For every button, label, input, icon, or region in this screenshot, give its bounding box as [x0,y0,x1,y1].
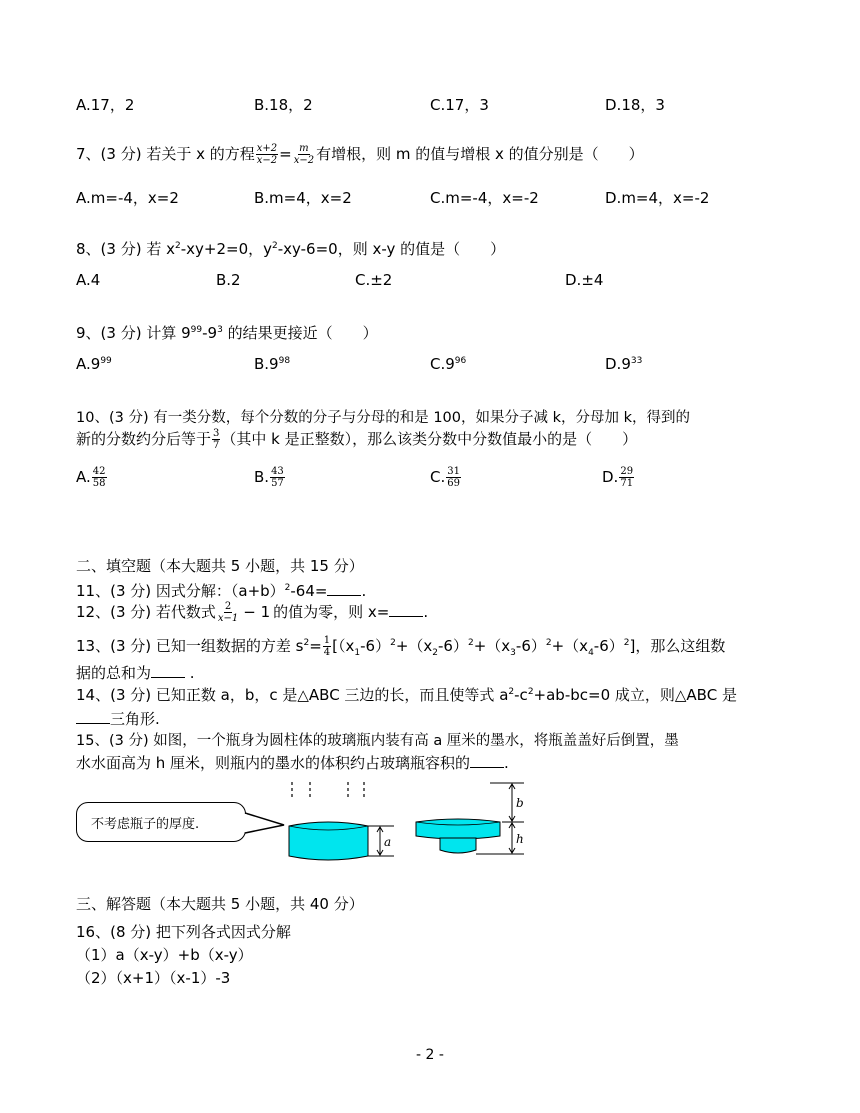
q9-text-b: -9 [202,324,218,342]
q14-line2-text: 三角形. [110,710,160,728]
q10-option-d-num: 29 [620,466,634,477]
q13-exponent: 2 [303,638,310,648]
q11-exponent: 2 [284,583,291,593]
q12-stem [76,601,428,624]
q12-text-b: 的值为零，则 x= [273,603,390,621]
q12-answer-blank[interactable] [389,604,423,617]
q15-answer-blank[interactable] [470,755,504,768]
q11-text-b: -64= [290,582,328,600]
q12-fraction [217,601,239,624]
q13-pow-1: 2 [390,638,396,648]
q13-text-b: [（x [332,637,355,655]
q10-option-d-fraction [619,466,634,489]
q10-option-b-den: 57 [271,478,284,489]
q13-sub-4: 4 [588,648,594,658]
inverted-bottle-water [416,819,500,839]
q9-option-d [605,355,642,373]
q13-frac-num: 1 [323,635,331,646]
q13-sub-3: 3 [510,648,516,658]
q15-callout-text: 不考虑瓶子的厚度. [91,816,200,832]
q10-option-c-den: 69 [447,478,460,489]
q9-option-b-base: B.9 [254,355,279,373]
q7-fraction-1 [256,143,278,166]
q10-option-b-fraction [270,466,285,489]
q9-option-a-exp: 99 [100,356,112,366]
q13-pow-2: 2 [467,638,474,648]
q13-frac-den: 4 [323,647,331,658]
q13-equals: = [309,637,322,655]
q16-part-1: （1）a（x-y）+b（x-y） [76,946,253,964]
q9-option-c-base: C.9 [430,355,455,373]
page-number: - 2 - [416,1047,444,1063]
q15-line-2 [76,752,509,773]
q8-stem [76,238,505,259]
q10-option-a-fraction [92,466,107,489]
q9-option-a [76,355,112,373]
q13-line2-text: 据的总和为 [76,664,152,682]
q8-exponent-2: 2 [272,241,278,251]
q8-option-b: B.2 [216,271,241,289]
q16-title: 16、(8 分) 把下列各式因式分解 [76,923,291,941]
a-label: a [384,835,392,849]
q12-minus-one: − 1 [243,603,271,621]
q13-t8: ]，那么这组数 [629,637,726,655]
q7-frac1-den: x−2 [256,155,278,166]
q9-exponent-2: 3 [217,325,223,335]
q10-option-c-label: C. [430,468,446,486]
q13-t6: +（x [551,637,589,655]
section-3-title: 三、解答题（本大题共 5 小题，共 40 分） [76,895,364,913]
q11-text-a: 11、(3 分) 因式分解：（a+b） [76,582,285,600]
q10-line-1: 10、(3 分) 有一类分数，每个分数的分子与分母的和是 100，如果分子减 k，分母加 k，得到的 [76,410,691,426]
q8-option-c: C.±2 [355,271,393,289]
q9-option-a-base: A.9 [76,355,101,373]
q6-option-d: D.18，3 [605,96,665,114]
q15-line-1: 15、(3 分) 如图，一个瓶身为圆柱体的玻璃瓶内装有高 a 厘米的墨水，将瓶盖盖好后倒置，墨 [76,733,679,749]
q14-exponent-2: 2 [527,687,534,697]
q15-callout-bubble [76,802,246,842]
q6-option-b: B.18，2 [254,96,313,114]
q13-t4: +（x [473,637,511,655]
section-2-title: 二、填空题（本大题共 5 小题，共 15 分） [76,557,364,575]
q7-equals: = [279,145,292,163]
q7-option-c: C.m=-4，x=-2 [430,189,539,207]
q10-line2-a: 新的分数约分后等于 [76,430,212,448]
q7-option-d: D.m=4，x=-2 [605,189,710,207]
q12-frac-den: x−1 [217,613,239,624]
q13-line2-end: . [185,664,195,682]
q16-part-2: （2）（x+1）（x-1）-3 [76,969,231,987]
q14-text-c: +ab-bc=0 成立，则△ABC 是 [533,686,737,704]
q13-stem [76,635,725,658]
q15-line2-end: . [504,754,509,772]
q13-text-a: 13、(3 分) 已知一组数据的方差 s [76,637,304,655]
q10-option-c-num: 31 [447,466,460,477]
q9-option-d-exp: 33 [630,356,643,366]
q10-option-c-fraction [446,466,461,489]
q14-stem [76,684,737,705]
q8-text-a: 8、(3 分) 若 x [76,240,175,258]
q11-answer-blank[interactable] [327,583,361,596]
upright-bottle-outline [292,782,364,800]
q11-text-c: . [361,582,367,600]
q9-option-d-base: D.9 [605,355,631,373]
q14-exponent-1: 2 [508,687,515,697]
h-label: h [516,832,524,846]
q10-frac-den: 7 [213,440,220,451]
q12-text-c: . [423,603,429,621]
q7-suffix: 有增根，则 m 的值与增根 x 的值分别是（ ） [316,145,644,163]
q10-fraction [212,428,220,451]
q13-t7: -6） [593,637,624,655]
q8-text-c: -xy-6=0，则 x-y 的值是（ ） [277,240,506,258]
q7-fraction-2 [293,143,315,166]
q7-option-a: A.m=-4，x=2 [76,189,179,207]
q7-stem [76,143,644,166]
q13-t1: -6） [360,637,391,655]
q7-frac2-den: x−2 [293,155,315,166]
q9-option-c [430,355,466,373]
q13-t5: -6） [515,637,546,655]
q9-option-b [254,355,290,373]
q10-option-d [602,466,635,489]
q9-stem [76,322,378,343]
q13-t3: -6） [438,637,468,655]
q12-text-a: 12、(3 分) 若代数式 [76,603,216,621]
q10-option-d-label: D. [602,468,619,486]
q8-option-d: D.±4 [565,271,604,289]
q13-pow-4: 2 [623,638,630,648]
q6-option-a: A.17，2 [76,96,135,114]
q8-text-b: -xy+2=0，y [180,240,272,258]
q15-line2-text: 水水面高为 h 厘米，则瓶内的墨水的体积约占玻璃瓶容积的 [76,754,471,772]
q7-option-b: B.m=4，x=2 [254,189,352,207]
q10-frac-num: 3 [213,428,220,439]
q13-fraction [323,635,331,658]
q7-frac2-num: m [299,143,309,154]
q11-stem [76,580,366,601]
q13-t2: +（x [395,637,433,655]
q9-text-c: 的结果更接近（ ） [222,324,378,342]
q9-text-a: 9、(3 分) 计算 9 [76,324,191,342]
q14-answer-blank[interactable] [76,711,110,724]
q13-line-2 [76,662,195,683]
q13-sub-2: 2 [432,648,439,658]
q10-line2-b: （其中 k 是正整数），那么该类分数中分数值最小的是（ ） [221,430,638,448]
q9-option-b-exp: 98 [278,356,291,366]
q10-option-b [254,466,286,489]
q10-option-b-label: B. [254,468,270,486]
q13-pow-3: 2 [545,638,552,648]
q8-option-a: A.4 [76,271,101,289]
q10-line-2 [76,428,637,451]
q10-option-a-den: 58 [92,478,106,489]
b-label: b [516,796,524,810]
q10-option-a [76,466,108,489]
q7-prefix: 7、(3 分) 若关于 x 的方程 [76,145,255,163]
q10-option-b-num: 43 [271,466,284,477]
q14-line-2 [76,708,160,729]
q10-option-a-label: A. [76,468,91,486]
inverted-bottle-neck [440,838,476,853]
q10-option-d-den: 71 [620,478,634,489]
q12-frac-num: 2 [224,601,232,612]
q9-exponent-1: 99 [190,325,203,335]
q14-text-a: 14、(3 分) 已知正数 a，b，c 是△ABC 三边的长，而且使等式 a [76,686,509,704]
q10-option-a-num: 42 [92,466,106,477]
q9-option-c-exp: 96 [454,356,467,366]
q10-option-c [430,466,462,489]
q14-text-b: -c [514,686,528,704]
q13-sub-1: 1 [354,648,361,658]
q15-bottle-figure [280,780,540,862]
q6-option-c: C.17，3 [430,96,489,114]
q8-exponent-1: 2 [174,241,181,251]
q7-frac1-num: x+2 [256,143,278,154]
q13-answer-blank[interactable] [151,665,185,678]
